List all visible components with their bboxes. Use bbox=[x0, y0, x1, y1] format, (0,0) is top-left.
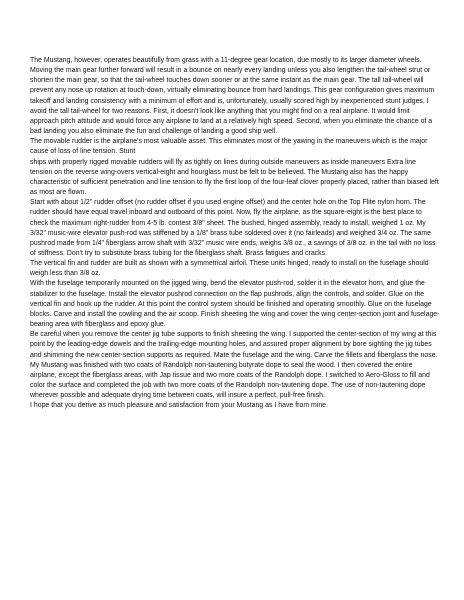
paragraph-vertical-fin: The vertical fin and rudder are built as shown with a symmetrical airfoil. These units hinged, ready to install on the fuselage should weigh less than 3/8 oz. bbox=[30, 260, 429, 278]
paragraph-closing: I hope that you derive as much pleasure and satisfaction from your Mustang as I have from mine. bbox=[30, 402, 328, 410]
paragraph-line-tension: ships with properly rigged movable rudders will fly as tightly on lines during outside maneuvers as inside maneuvers Extra line tension on the reverse wing-overs vertical-eight and hourglass must be felt to be believed. The Mustang also has the happy characteristic of sufficient penetration and line tension to fly the first loop of the four-leaf clover properly placed, rather than biased left as most are flown. bbox=[30, 158, 439, 197]
body-text bbox=[30, 56, 440, 411]
paragraph-finish: My Mustang was finished with two coats of Randolph non-tautening butyrate dope to seal the wood. I then covered the entire airplane, except the fiberglass areas, with Jap tissue and two more coats of the Randolph dope. I switched to Aero-Gloss to fill and color the surface and completed the job with two more coats of the Randolph non-tautening dope. The use of non-tautening dope wherever possible and adequate drying time between coats, will insure a perfect, pull-free finish. bbox=[30, 361, 430, 400]
paragraph-jig-supports: Be careful when you remove the center jig tube supports to finish sheeting the wing. I supported the center-section of my wing at this point by the leading-edge dowels and the trailing-edge mounting holes, and assured proper alignment by bore sighting the jig tubes and shimming the new center-section supports as required. Mate the fuselage and the wing. Carve the fillets and fiberglass the nose. bbox=[30, 331, 438, 359]
paragraph-rudder-offset: Start with about 1/2" rudder offset (no rudder offset if you used engine offset) and the center hole on the Top Flite nylon horn. The rudder should have equal travel inboard and outboard of this point. Now, fly the airplane, as the square-eight is the best place to check the maximum right-rudder from 4-5 lb. contest 3/8" sheet. The bushed, hinged assembly, ready to install, weighed 1 oz. My 3/32" music-wire elevator push-rod was stiffened by a 1/8" brass tube soldered over it (no fairleads) and weighed 3/4 oz. The same pushrod made from 1/4" fiberglass arrow shaft with 3/32" music wire ends, weighs 3/8 oz., a savings of 3/8 oz. in the tail with no loss of stiffness. Don't try to substitute brass tubing for the fiberglass shaft. Brass fatigues and cracks. bbox=[30, 199, 436, 257]
paragraph-landing-gear: The Mustang, however, operates beautifully from grass with a 11-degree gear location, due mostly to its larger diameter wheels. Moving the main gear further forward will result in a bounce on nearly every landing unless you also lengthen the tail-wheel strut or shorten the main gear, so that the tail-wheel touches down sooner or at the same instant as the main gear. The tall tail-wheel will prevent any nose up rotation at touch-down, virtually eliminating bounce from hard landings. This gear configuration gives maximum takeoff and landing consistency with a minimum of effort and is, unfortunately, usually scored high by inexperienced stunt judges. I avoid the tall tail-wheel for two reasons. First, it doesn't look like anything that you might find on a real airplane. It would limit approach pitch attitude and would force any airplane to land at a relatively high speed. Second, when you eliminate the chance of a bad landing you also eliminate the fun and challenge of landing a good ship well. bbox=[30, 57, 435, 136]
paragraph-assembly: With the fuselage temporarily mounted on the jigged wing, bend the elevator push-rod, solder it in the elevator horn, and glue the stabilizer to the fuselage. Install the elevator pushrod connection on the flap pushrods, align the controls, and solder. Glue on the vertical fin and hook up the rudder. At this point the control system should be finished and operating smoothly. Glue on the fuselage blocks. Carve and install the cowling and the air scoop. Finish sheeting the wing and cover the wing center-section joint and fuselage-bearing area with fiberglass and epoxy glue. bbox=[30, 280, 440, 329]
paragraph-movable-rudder: The movable rudder is the airplane's most valuable asset. This eliminates most of the yawing in the maneuvers which is the major cause of loss of line tension. Stunt bbox=[30, 138, 428, 156]
